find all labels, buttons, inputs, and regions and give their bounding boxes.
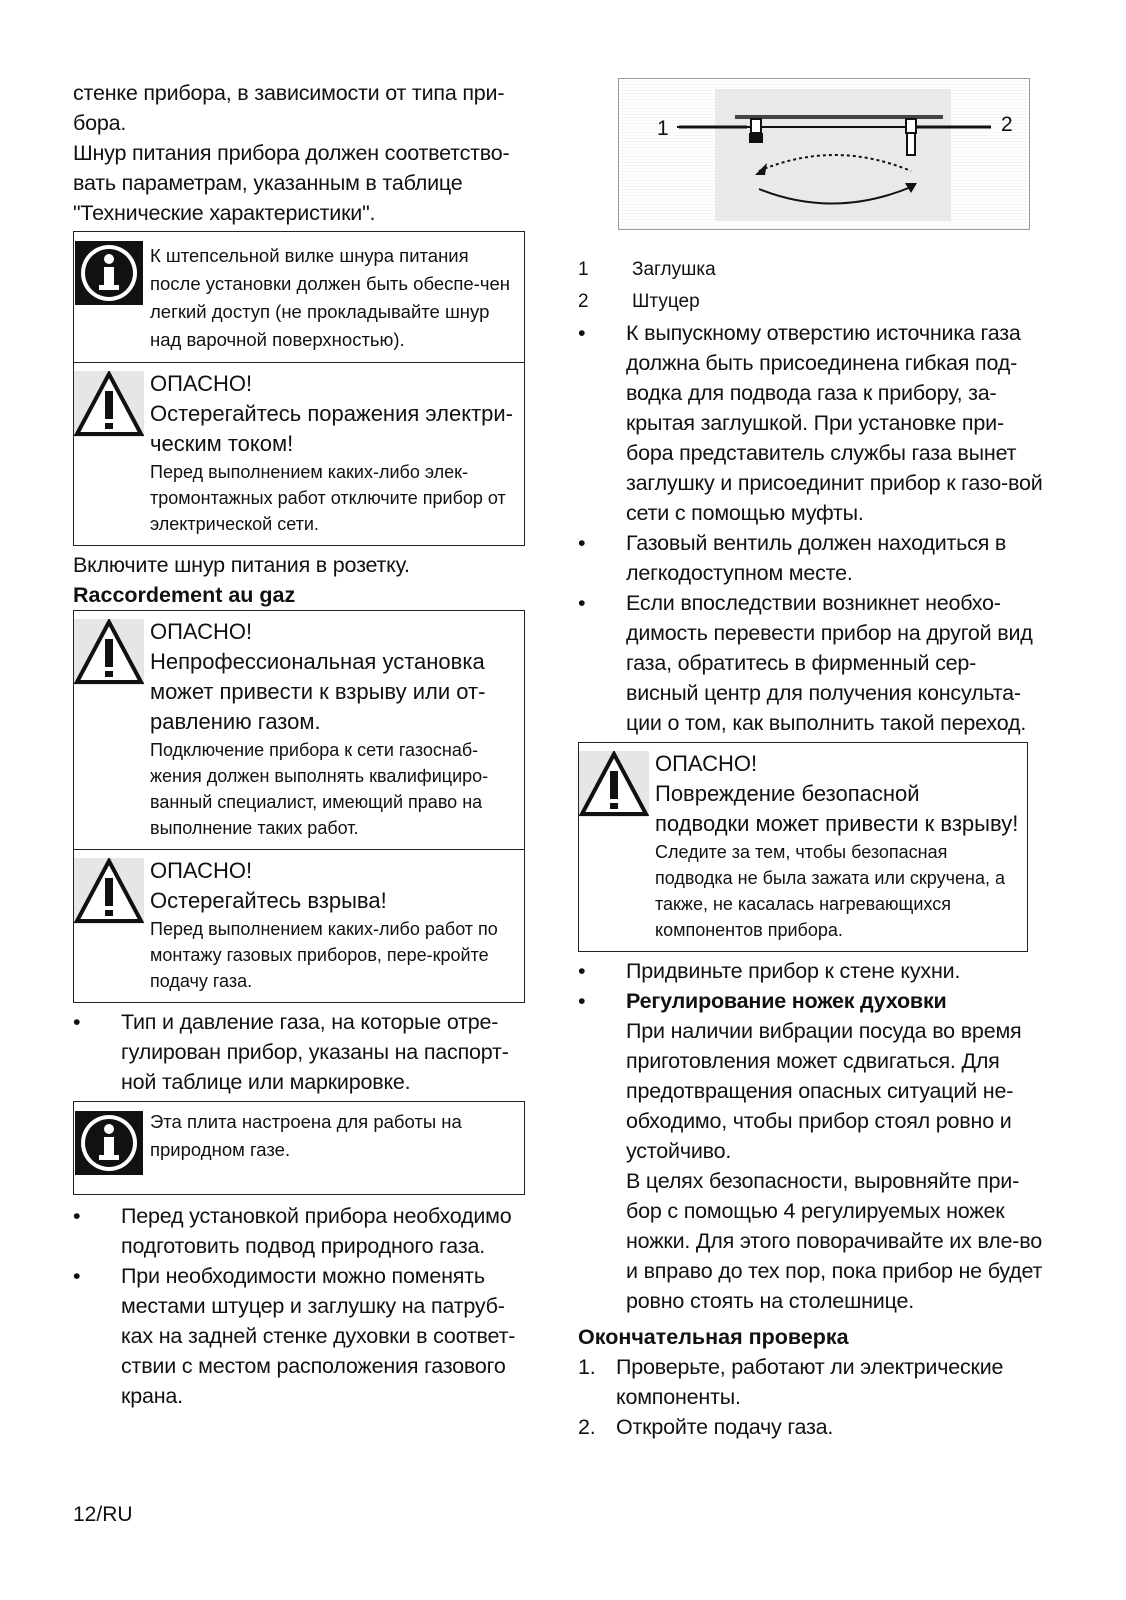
legend-item: [578, 286, 1048, 318]
danger-main: Непрофессиональная установка может привести к взрыву или от-равлению газом.: [150, 649, 486, 734]
danger-detail: Перед выполнением каких-либо работ по монтажу газовых приборов, пере-кройте подачу газа.: [150, 919, 498, 991]
danger-box-installation: [73, 610, 525, 850]
danger-title: ОПАСНО!: [150, 619, 253, 644]
bullet-text: В целях безопасности, выровняйте при-бор с помощью 4 регулируемых ножек ножки. Для этого поворачивайте их вле-во и вправо до тех пор, пока прибор не будет ровно стоять на столешнице.: [626, 1169, 1043, 1313]
list-item: [578, 1352, 1048, 1412]
info-box-natural-gas: [73, 1101, 525, 1195]
list-item: [578, 956, 1048, 986]
info-icon: [74, 240, 144, 306]
legend-text: Штуцер: [632, 291, 700, 312]
danger-main: Повреждение безопасной подводки может привести к взрыву!: [655, 781, 1019, 836]
danger-detail: Перед выполнением каких-либо элек-тромонтажных работ отключите прибор от электрической сети.: [150, 462, 506, 534]
bullet-mark: •: [578, 959, 586, 983]
bullet-text: При необходимости можно поменять местами штуцер и заглушку на патруб-ках на задней стенке духовки в соответ-ствии с местом расположения газового крана.: [121, 1264, 516, 1408]
list-number: 1.: [578, 1355, 596, 1379]
danger-main: Остерегайтесь взрыва!: [150, 888, 387, 913]
bullet-text: Газовый вентиль должен находиться в легкодоступном месте.: [626, 531, 1007, 585]
list-item: [73, 1007, 525, 1097]
list-item: [578, 528, 1048, 588]
bullet-text: К выпускному отверстию источника газа должна быть присоединена гибкая под-водка для подвода газа к прибору, за-крытая заглушкой. При установке при-бора представитель службы газа вынет заглушку и присоединит прибор к газо-вой сети с помощью муфты.: [626, 321, 1043, 525]
info-icon: [74, 1110, 144, 1176]
connector-diagram: [618, 78, 1030, 230]
danger-box-explosion: [73, 850, 525, 1003]
intro-text: стенке прибора, в зависимости от типа при-бора.: [73, 81, 505, 135]
left-column: [73, 78, 525, 1411]
bullet-mark: •: [578, 321, 586, 345]
diagram-label-1: 1: [657, 117, 669, 140]
danger-main: Остерегайтесь поражения электри-ческим током!: [150, 401, 513, 456]
warning-triangle-icon: [74, 371, 144, 437]
bullet-mark: •: [73, 1204, 81, 1228]
danger-detail: Следите за тем, чтобы безопасная подводка не была зажата или скручена, а также, не касалась нагревающихся компонентов прибора.: [655, 842, 1005, 940]
bullet-title: Регулирование ножек духовки: [626, 989, 947, 1013]
info-box-text: К штепсельной вилке шнура питания после установки должен быть обеспе-чен легкий доступ (не прокладывайте шнур над варочной поверхностью).: [150, 245, 510, 350]
legend-item: [578, 254, 1048, 286]
right-column: [578, 78, 1048, 1442]
warning-triangle-icon: [579, 751, 649, 817]
danger-title: ОПАСНО!: [655, 751, 758, 776]
list-text: Откройте подачу газа.: [616, 1415, 834, 1439]
danger-title: ОПАСНО!: [150, 371, 253, 396]
list-item: [578, 1412, 1048, 1442]
bullet-mark: •: [73, 1010, 81, 1034]
legend-text: Заглушка: [632, 259, 716, 280]
list-item: [578, 986, 1048, 1316]
legend-number: 1: [578, 259, 589, 280]
nozzle-fitting: [906, 119, 916, 133]
diagram-label-2: 2: [1001, 113, 1013, 136]
final-check-heading: Окончательная проверка: [578, 1325, 849, 1349]
danger-box-electric: [73, 363, 525, 546]
cord-text: Шнур питания прибора должен соответство-вать параметрам, указанным в таблице "Технические характеристики".: [73, 141, 510, 225]
plug-in-text: Включите шнур питания в розетку.: [73, 553, 410, 577]
bullet-mark: •: [73, 1264, 81, 1288]
bullet-mark: •: [578, 591, 586, 615]
bullet-text: Тип и давление газа, на которые отре-гулирован прибор, указаны на паспорт-ной таблице или маркировке.: [121, 1010, 509, 1094]
bullet-text: При наличии вибрации посуда во время приготовления может сдвигаться. Для предотвращения опасных ситуаций не-обходимо, чтобы прибор стоял ровно и устойчиво.: [626, 1019, 1022, 1163]
info-box-text: Эта плита настроена для работы на природном газе.: [150, 1111, 462, 1160]
bullet-text: Перед установкой прибора необходимо подготовить подвод природного газа.: [121, 1204, 512, 1258]
danger-detail: Подключение прибора к сети газоснаб-жения должен выполнять квалифициро-ванный специалист, имеющий право на выполнение таких работ.: [150, 740, 489, 838]
danger-box-hose: [578, 742, 1028, 952]
bullet-mark: •: [578, 531, 586, 555]
cap-fitting: [751, 119, 761, 133]
list-number: 2.: [578, 1415, 596, 1439]
list-item: [73, 1201, 525, 1261]
list-item: [578, 318, 1048, 528]
gas-heading: Raccordement au gaz: [73, 583, 296, 607]
bullet-mark: •: [578, 989, 586, 1013]
list-item: [73, 1261, 525, 1411]
page-number: 12/RU: [73, 1503, 133, 1526]
list-item: [578, 588, 1048, 738]
connector-diagram-drawing: [619, 79, 1029, 229]
info-box-power-plug: [73, 231, 525, 363]
legend-number: 2: [578, 291, 589, 312]
danger-title: ОПАСНО!: [150, 858, 253, 883]
list-text: Проверьте, работают ли электрические компоненты.: [616, 1355, 1004, 1409]
bullet-text: Если впоследствии возникнет необхо-димость перевести прибор на другой вид газа, обратитесь в фирменный сер-висный центр для получения консульта-ции о том, как выполнить такой переход.: [626, 591, 1033, 735]
warning-triangle-icon: [74, 858, 144, 924]
warning-triangle-icon: [74, 619, 144, 685]
bullet-text: Придвиньте прибор к стене кухни.: [626, 959, 961, 983]
